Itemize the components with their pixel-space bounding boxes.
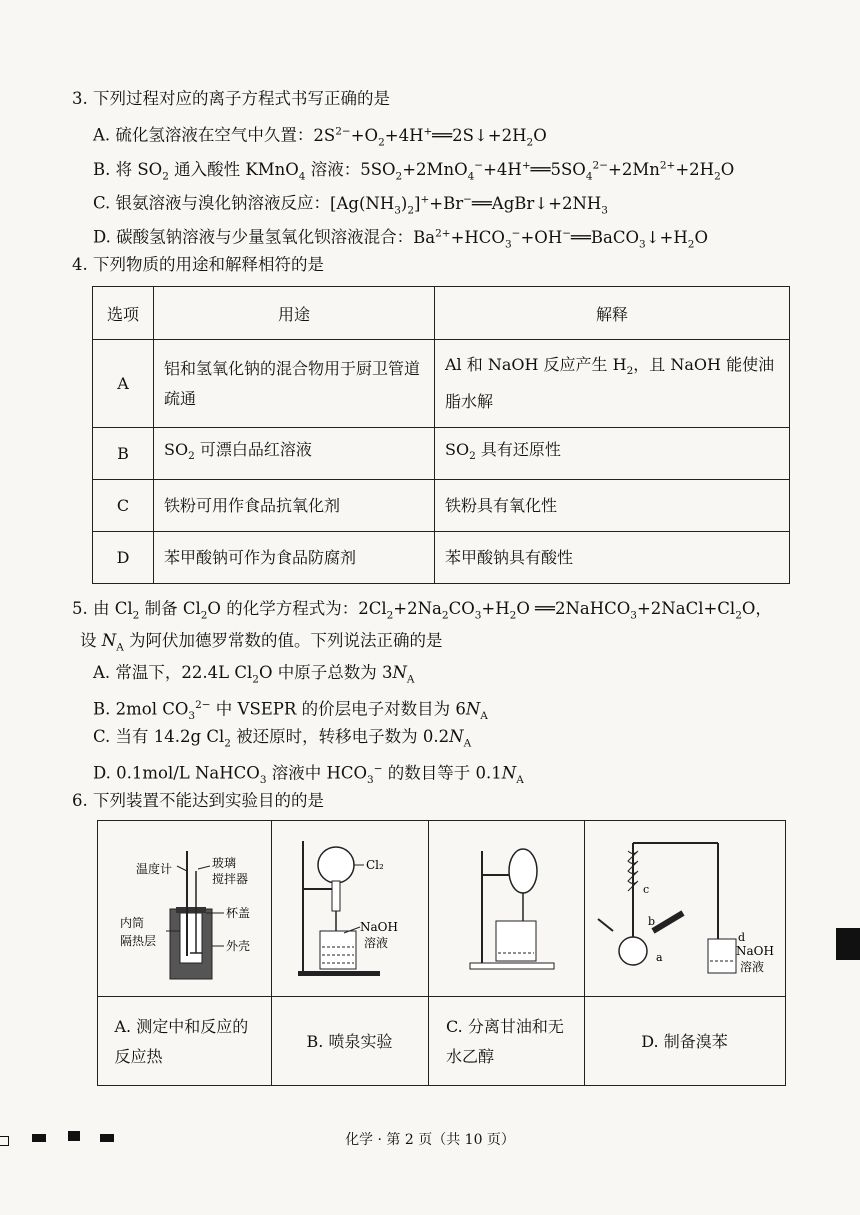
q3-a-equation: $2S^{2-}+O_2+4H^+══2S↓+2H_2O$ xyxy=(313,125,547,148)
q3-option-d xyxy=(93,222,708,255)
q3-d-label: D. 碳酸氢钠溶液与少量氢氧化钡溶液混合： xyxy=(93,227,414,247)
label-c: c xyxy=(643,883,650,896)
q3-b-label: B. 将 $SO_2$ 通入酸性 KMnO$_4$ 溶液： xyxy=(93,159,361,182)
label-naoh-d: NaOH xyxy=(736,944,774,958)
separatory-funnel-diagram xyxy=(470,849,554,969)
label-solution-b: 溶液 xyxy=(364,936,389,950)
q5-option-a: A. 常温下，22.4L $Cl_2O$ 中原子总数为 $3N_A$ xyxy=(93,663,415,686)
q6-caption-c-text: C. 分离甘油和无水乙醇 xyxy=(446,1016,564,1066)
q5-option-b: B. 2mol $CO_3^{2-}$ 中 VSEPR 的价层电子对数目为 $6N_A$ xyxy=(93,699,488,722)
beaker-d xyxy=(708,939,736,973)
label-stirrer-1: 玻璃 xyxy=(212,856,237,870)
q4-row-c-use: 铁粉可用作食品抗氧化剂 xyxy=(154,480,435,532)
q4-row-b-use: $SO_2$ 可漂白品红溶液 xyxy=(154,428,435,480)
q6-caption-c xyxy=(428,996,584,1086)
q3-stem: 3. 下列过程对应的离子方程式书写正确的是 xyxy=(72,89,390,108)
q4-row-a-use: 铝和氢氧化钠的混合物用于厨卫管道疏通 xyxy=(154,340,435,428)
label-inner: 内筒 xyxy=(120,916,145,930)
q3-option-c xyxy=(93,188,608,221)
three-neck-flask xyxy=(619,937,647,965)
q5-option-d: D. 0.1mol/L NaHCO$_3$ 溶液中 $HCO_3^-$ 的数目等于 $0.1N_A$ xyxy=(93,763,524,786)
q4-row-d-option: D xyxy=(93,532,154,584)
calorimeter-lid xyxy=(176,907,206,913)
q6-caption-d xyxy=(584,996,785,1086)
q3-b-equation: $5SO_2+2MnO_4^-+4H^+══5SO_4^{2-}+2Mn^{2+}+2H_2O$ xyxy=(360,159,735,182)
flask xyxy=(318,847,354,883)
separatory-funnel xyxy=(509,849,537,893)
calorimeter-inner-cup xyxy=(180,913,202,963)
q3-a-label: A. 硫化氢溶液在空气中久置： xyxy=(93,125,314,145)
stand-base xyxy=(298,971,380,976)
q4-row-b-option: B xyxy=(93,428,154,480)
q4-row-c xyxy=(93,480,790,532)
label-a: a xyxy=(656,951,663,964)
q4-row-a xyxy=(93,340,790,428)
q4-header-explanation: 解释 xyxy=(435,287,790,340)
q5-stem-line2: 设 $N_A$ 为阿伏加德罗常数的值。下列说法正确的是 xyxy=(80,631,443,654)
q4-row-d-explanation: 苯甲酸钠具有酸性 xyxy=(435,532,790,584)
q4-row-d-use: 苯甲酸钠可作为食品防腐剂 xyxy=(154,532,435,584)
q6-caption-a-text: A. 测定中和反应的反应热 xyxy=(114,1016,249,1066)
fountain-diagram xyxy=(298,841,398,976)
q4-stem: 4. 下列物质的用途和解释相符的是 xyxy=(72,255,324,274)
q3-option-b xyxy=(93,154,734,187)
q6-stem: 6. 下列装置不能达到实验目的的是 xyxy=(72,791,324,810)
q4-row-c-explanation: 铁粉具有氧化性 xyxy=(435,480,790,532)
q6-apparatus-drawings xyxy=(98,821,785,996)
q6-caption-b-text: B. 喷泉实验 xyxy=(306,1031,393,1051)
q4-header-use: 用途 xyxy=(154,287,435,340)
q6-caption-d-text: D. 制备溴苯 xyxy=(641,1031,728,1051)
page-footer: 化学 · 第 2 页（共 10 页） xyxy=(345,1132,515,1148)
label-d: d xyxy=(738,931,746,944)
label-cl2: Cl₂ xyxy=(366,858,384,872)
label-stirrer-2: 搅拌器 xyxy=(212,872,249,886)
q4-header-row xyxy=(93,287,790,340)
label-insulation: 隔热层 xyxy=(120,934,157,948)
bromobenzene-diagram xyxy=(598,843,774,974)
label-naoh-b: NaOH xyxy=(360,920,398,934)
q4-row-a-option: A xyxy=(93,340,154,428)
q6-caption-b xyxy=(271,996,428,1086)
q4-row-d xyxy=(93,532,790,584)
label-solution-d: 溶液 xyxy=(740,960,765,974)
beaker-c xyxy=(496,921,536,961)
label-shell: 外壳 xyxy=(226,939,251,953)
q4-row-c-option: C xyxy=(93,480,154,532)
calorimeter-diagram xyxy=(120,851,250,979)
q5-stem-line1: 5. 由 $Cl_2$ 制备 $Cl_2O$ 的化学方程式为：$2Cl_2+2Na_2CO_3+H_2O$ $══2NaHCO_3+2NaCl+Cl_2O$， xyxy=(72,599,772,622)
label-lid: 杯盖 xyxy=(226,906,251,920)
stand-base-c xyxy=(470,963,554,969)
label-b: b xyxy=(648,915,656,928)
q4-header-option: 选项 xyxy=(93,287,154,340)
q4-row-b xyxy=(93,428,790,480)
q4-table xyxy=(92,286,790,584)
q3-c-label: C. 银氨溶液与溴化钠溶液反应： xyxy=(93,193,331,213)
edge-marker xyxy=(836,928,860,960)
flask-neck xyxy=(332,881,340,911)
label-thermometer: 温度计 xyxy=(136,862,173,876)
q6-caption-a xyxy=(98,996,271,1086)
q4-row-b-explanation: $SO_2$ 具有还原性 xyxy=(435,428,790,480)
dropping-funnel xyxy=(653,913,683,931)
q5-option-c: C. 当有 14.2g $Cl_2$ 被还原时，转移电子数为 $0.2N_A$ xyxy=(93,727,472,750)
q3-option-a xyxy=(93,120,547,153)
q4-row-a-explanation: Al 和 NaOH 反应产生 $H_2$，且 NaOH 能使油脂水解 xyxy=(435,340,790,428)
q3-c-equation: $[Ag(NH_3)_2]^++Br^-══AgBr↓+2NH_3$ xyxy=(330,193,608,216)
q3-d-equation: $Ba^{2+}+HCO_3^-+OH^-══BaCO_3↓+H_2O$ xyxy=(413,227,708,250)
q6-apparatus-table xyxy=(97,820,786,1086)
